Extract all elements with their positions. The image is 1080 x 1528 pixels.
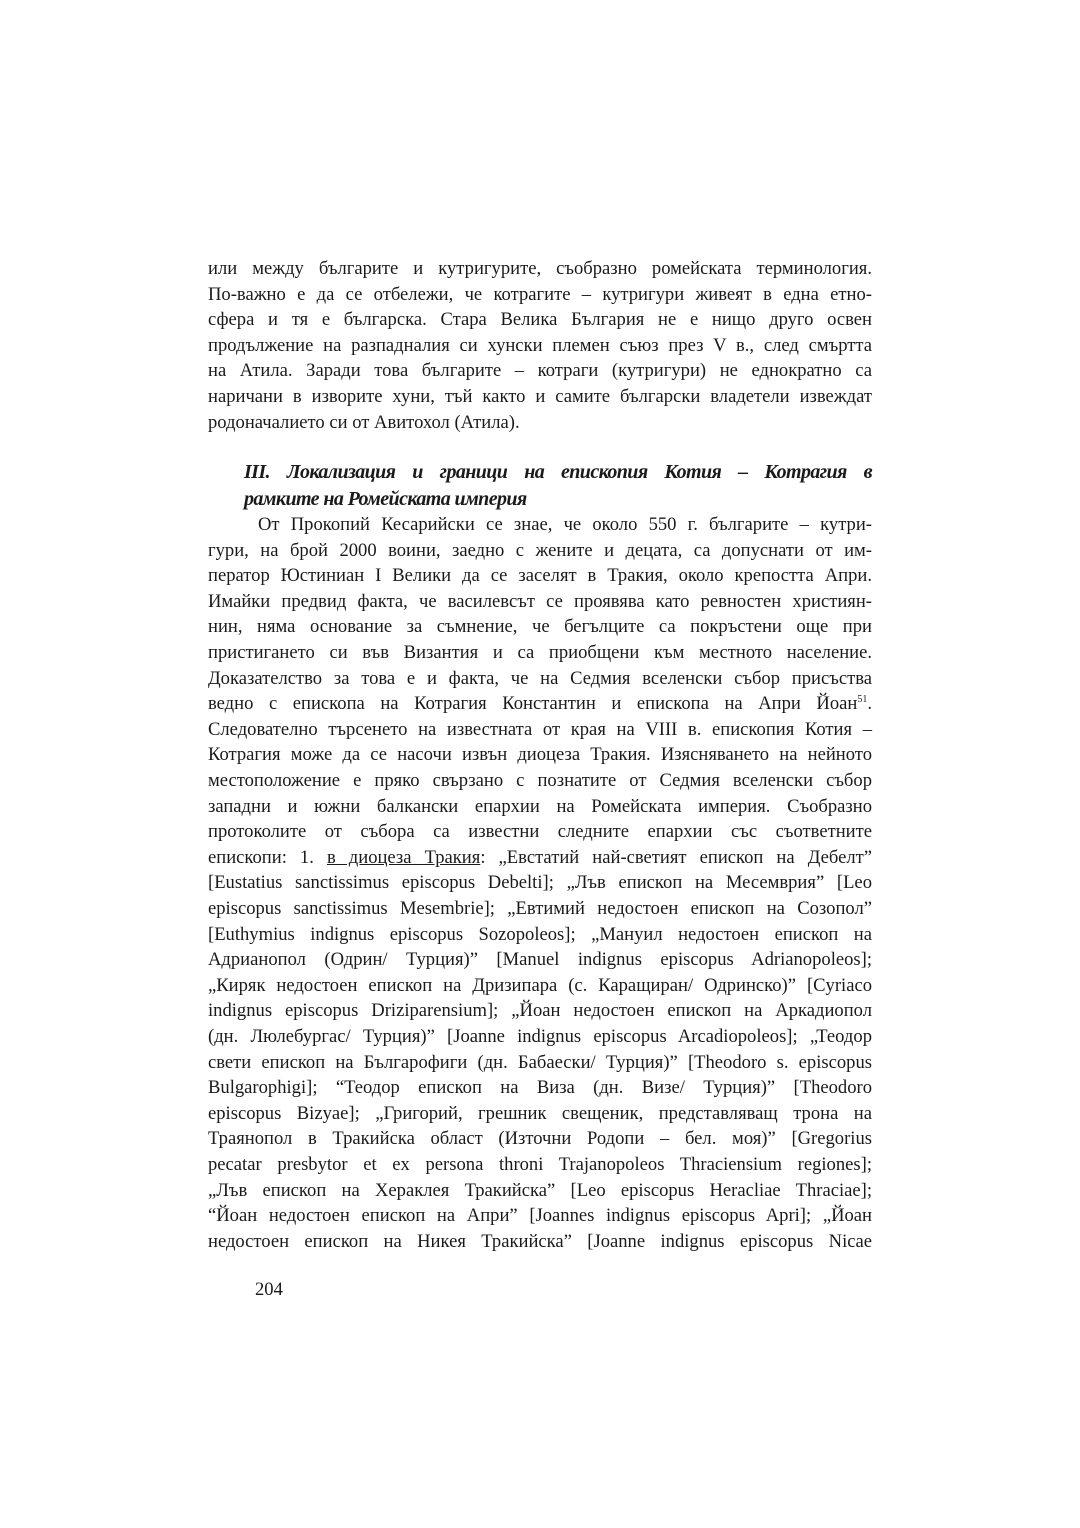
text-segment: епископи: 1. [208,847,327,868]
text-line: Траянопол в Тракийска област (Източни Родопи – бел. моя)” [Gregorius [208,1128,872,1149]
text-line: Имайки предвид факта, че василевсът се проявява като ревностен християн- [208,591,872,612]
text-line: пристигането си във Византия и са приобщени към местното население. [208,642,872,663]
text-line: episcopus sanctissimus Mesembrie]; „Евтимий недостоен епископ на Созопол” [208,898,872,919]
text-line: или между българите и кутригурите, съобразно ромейската терминология. [208,258,872,279]
text-segment: : „Евстатий най-светият епископ на Дебелт” [480,847,872,868]
text-line: [Eustatius sanctissimus episcopus Debelti]; „Лъв епископ на Месемврия” [Leo [208,872,872,893]
text-line: episcopus Bizyae]; „Григорий, грешник свещеник, представляващ трона на [208,1103,872,1124]
page-number: 204 [255,1279,283,1300]
text-line: indignus episcopus Driziparensium]; „Йоан недостоен епископ на Аркадиопол [208,1000,872,1021]
text-line: нин, няма основание за съмнение, че бегълците са покръстени още при [208,616,872,637]
text-line: родоначалието си от Авитохол (Атила). [208,412,520,433]
text-line: “Йоан недостоен епископ на Апри” [Joannes indignus episcopus Apri]; „Йоан [208,1205,872,1226]
text-line: [Euthymius indignus episcopus Sozopoleos]; „Мануил недостоен епископ на [208,924,872,945]
text-line: гури, на брой 2000 воини, заедно с жените и децата, са допуснати от им- [208,540,872,561]
text-line: продължение на разпадналия си хунски племен съюз през V в., след смъртта [208,335,872,356]
text-segment: ведно с епископа на Котрагия Константин и епископа на Апри Йоан [208,693,858,714]
text-line-diocese [208,845,872,871]
text-line: От Прокопий Кесарийски се знае, че около 550 г. българите – кутри- [258,514,872,535]
text-line: местоположение е пряко свързано с познатите от Седмия вселенски събор [208,770,872,791]
text-line-with-footnote [208,691,872,717]
text-line: Адрианопол (Одрин/ Турция)” [Manuel indignus episcopus Adrianopoleos]; [208,949,872,970]
section-heading: рамките на Ромейската империя [244,488,527,510]
text-line: Bulgarophigi]; “Теодор епископ на Виза (дн. Визе/ Турция)” [Theodoro [208,1077,872,1098]
text-line: Доказателство за това е и факта, че на Седмия вселенски събор присъства [208,668,872,689]
text-segment: . [867,693,872,714]
footnote-reference[interactable]: 51 [857,693,868,705]
text-line: на Атила. Заради това българите – котраги (кутригури) не еднократно са [208,360,872,381]
text-line: (дн. Люлебургас/ Турция)” [Joanne indignus episcopus Arcadiopoleos]; „Теодор [208,1026,872,1047]
text-line: западни и южни балкански епархии на Ромейската империя. Съобразно [208,796,872,817]
text-line: „Лъв епископ на Хераклея Тракийска” [Leo episcopus Heracliae Thraciae]; [208,1180,872,1201]
text-line: По-важно е да се отбележи, че котрагите – кутригури живеят в една етно- [208,284,872,305]
section-heading: III. Локализация и граници на епископия Котия – Котрагия в [244,461,872,483]
text-line: Следователно търсенето на известната от края на VIII в. епископия Котия – [208,719,872,740]
text-line: „Киряк недостоен епископ на Дризипара (с. Каращиран/ Одринско)” [Cyriaco [208,975,872,996]
underlined-term: в диоцеза Тракия [326,847,481,868]
text-line: ператор Юстиниан I Велики да се заселят в Тракия, около крепостта Апри. [208,565,872,586]
text-line: свети епископ на Българофиги (дн. Бабаески/ Турция)” [Theodoro s. episcopus [208,1052,872,1073]
text-line: наричани в изворите хуни, тъй както и самите български владетели извеждат [208,386,872,407]
text-line: сфера и тя е българска. Стара Велика България не е нищо друго освен [208,309,872,330]
text-line: Котрагия може да се насочи извън диоцеза Тракия. Изясняването на нейното [208,744,872,765]
text-line: недостоен епископ на Никея Тракийска” [Joanne indignus episcopus Nicae [208,1231,872,1252]
text-line: pecatar presbytor et ex persona throni Trajanopoleos Thraciensium regiones]; [208,1154,872,1175]
text-line: протоколите от събора са известни следните епархии със съответните [208,821,872,842]
